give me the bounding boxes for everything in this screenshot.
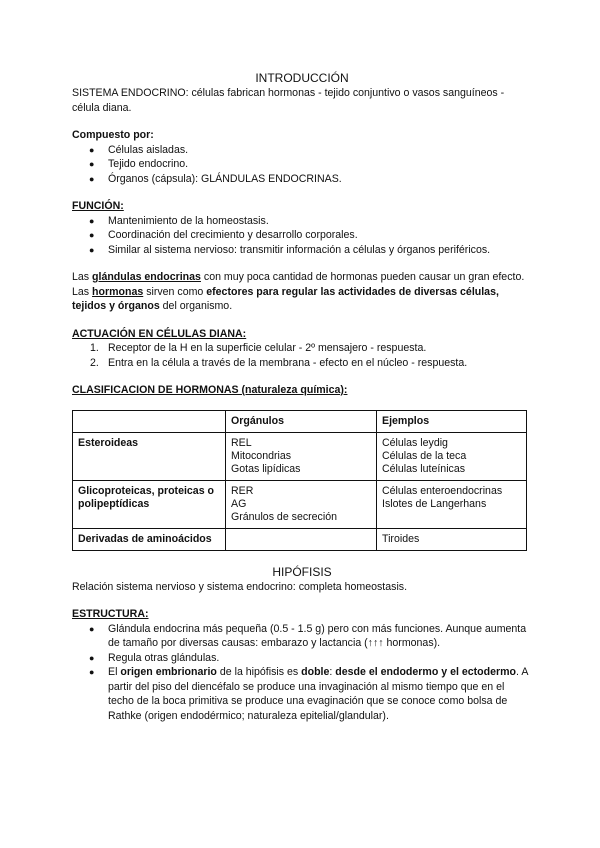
- glandulas-paragraph: [72, 270, 532, 314]
- list-item: [72, 157, 532, 172]
- list-item: [72, 665, 532, 723]
- cell-line: REL: [231, 436, 252, 449]
- list-item-text: Receptor de la H en la superficie celular - 2º mensajero - respuesta.: [108, 342, 427, 354]
- paragraph-text: Las: [72, 271, 93, 283]
- clasificacion-heading: CLASIFICACION DE HORMONAS (naturaleza química):: [72, 384, 348, 396]
- table-cell-organulos: [226, 528, 377, 550]
- table-row: [73, 528, 527, 550]
- cell-line: Células enteroendocrinas: [382, 484, 503, 497]
- list-item: 1. Receptor de la H en la superficie celular - 2º mensajero - respuesta.: [90, 342, 427, 354]
- list-item-emphasis: desde el endodermo y el ectodermo: [335, 666, 517, 678]
- table-row: [73, 480, 527, 528]
- table-cell-type: Glicoproteicas, proteicas o polipeptídicas: [73, 480, 226, 528]
- hormone-classification-table: [72, 410, 527, 551]
- paragraph-text: sirven como: [143, 285, 207, 298]
- table-cell-ejemplos: [377, 480, 527, 528]
- intro-title: INTRODUCCIÓN: [255, 71, 349, 85]
- list-item-text: :: [329, 666, 336, 678]
- bullet-icon: ●: [89, 173, 95, 184]
- table-header-cell: [73, 410, 226, 432]
- cell-line: Mitocondrias: [231, 449, 292, 462]
- cell-line: AG: [231, 497, 247, 510]
- cell-line: Islotes de Langerhans: [382, 497, 487, 510]
- bullet-icon: ●: [89, 244, 95, 255]
- bullet-icon: ●: [89, 623, 95, 634]
- intro-definition: SISTEMA ENDOCRINO: células fabrican hormonas - tejido conjuntivo o vasos sanguíneos - célula diana.: [72, 87, 505, 114]
- list-item-text: Glándula endocrina más pequeña (0.5 - 1.5 g) pero con más funciones. Aunque aumenta de tamaño por diversas causas: embarazo y lactancia (↑↑↑ hormonas).: [108, 622, 527, 649]
- cell-line: Células luteínicas: [382, 462, 466, 475]
- document-page: [72, 70, 532, 723]
- list-item-text: Células aisladas.: [108, 143, 189, 156]
- funcion-list: [72, 214, 532, 258]
- list-item: [72, 143, 532, 158]
- bullet-icon: ●: [89, 230, 95, 240]
- cell-line: Gotas lipídicas: [231, 462, 301, 475]
- list-item: 2. Entra en la célula a través de la membrana - efecto en el núcleo - respuesta.: [90, 356, 468, 369]
- table-cell-ejemplos: [377, 432, 527, 480]
- list-item-text: El: [108, 666, 121, 678]
- table-cell-ejemplos: [377, 528, 527, 550]
- list-item: [72, 622, 532, 651]
- list-item-text: de la hipófisis es: [216, 666, 302, 678]
- bullet-icon: ●: [89, 159, 95, 169]
- hipofisis-title: HIPÓFISIS: [272, 564, 332, 579]
- paragraph-emphasis: glándulas endocrinas: [92, 271, 201, 283]
- list-item-text: Coordinación del crecimiento y desarrollo corporales.: [108, 229, 358, 241]
- list-item: [72, 172, 532, 187]
- hipofisis-relation: Relación sistema nervioso y sistema endocrino: completa homeostasis.: [72, 580, 408, 593]
- actuacion-heading: ACTUACIÓN EN CÉLULAS DIANA:: [72, 327, 247, 340]
- compuesto-list: [72, 143, 532, 187]
- list-item-text: . A partir del piso del diencéfalo se produce una invaginación al mismo tiempo que en el techo de la boca primitiva se produce una evaginación que se conoce como bolsa de Rathke (origen endodérmico; naturaleza epitelial/glandular).: [108, 666, 528, 722]
- bullet-icon: ●: [89, 667, 95, 677]
- list-item-text: Mantenimiento de la homeostasis.: [108, 214, 269, 227]
- table-cell-type: Esteroideas: [73, 432, 226, 480]
- table-cell-organulos: [226, 432, 377, 480]
- bullet-icon: ●: [89, 652, 95, 663]
- list-item-text: Regula otras glándulas.: [108, 651, 220, 664]
- actuacion-list: [72, 341, 532, 370]
- paragraph-emphasis: efectores para regular las actividades de diversas células, tejidos y órganos: [72, 285, 499, 312]
- table-cell-type: Derivadas de aminoácidos: [73, 528, 226, 550]
- table-row: [73, 432, 527, 480]
- cell-line: Tiroides: [382, 532, 420, 545]
- table-header-cell: Orgánulos: [226, 410, 377, 432]
- list-item-emphasis: doble: [301, 666, 330, 678]
- bullet-icon: ●: [89, 215, 95, 226]
- list-item: [72, 228, 532, 243]
- paragraph-text: del organismo.: [159, 300, 233, 312]
- cell-line: Gránulos de secreción: [231, 510, 337, 523]
- funcion-heading: FUNCIÓN:: [72, 200, 124, 212]
- cell-line: Células leydig: [382, 436, 448, 449]
- list-item: [72, 651, 532, 666]
- compuesto-heading: Compuesto por:: [72, 129, 154, 141]
- table-header-cell: Ejemplos: [377, 410, 527, 432]
- bullet-icon: ●: [89, 144, 95, 155]
- list-item-text: Órganos (cápsula): GLÁNDULAS ENDOCRINAS.: [108, 172, 342, 185]
- estructura-list: [72, 622, 532, 724]
- list-item-text: Entra en la célula a través de la membrana - efecto en el núcleo - respuesta.: [108, 356, 468, 369]
- list-item: [72, 243, 532, 258]
- cell-line: RER: [231, 484, 254, 497]
- list-item-emphasis: origen embrionario: [120, 666, 217, 678]
- list-item-text: Tejido endocrino.: [108, 158, 189, 170]
- paragraph-emphasis: hormonas: [92, 285, 144, 298]
- table-header-row: [73, 410, 527, 432]
- estructura-heading: ESTRUCTURA:: [72, 608, 149, 620]
- list-item-text: Similar al sistema nervioso: transmitir información a células y órganos periféricos.: [108, 243, 491, 256]
- paragraph-text: con muy poca cantidad de hormonas pueden causar un gran efecto. Las: [72, 271, 525, 298]
- table-cell-organulos: [226, 480, 377, 528]
- list-item: [72, 214, 532, 229]
- cell-line: Células de la teca: [382, 449, 467, 462]
